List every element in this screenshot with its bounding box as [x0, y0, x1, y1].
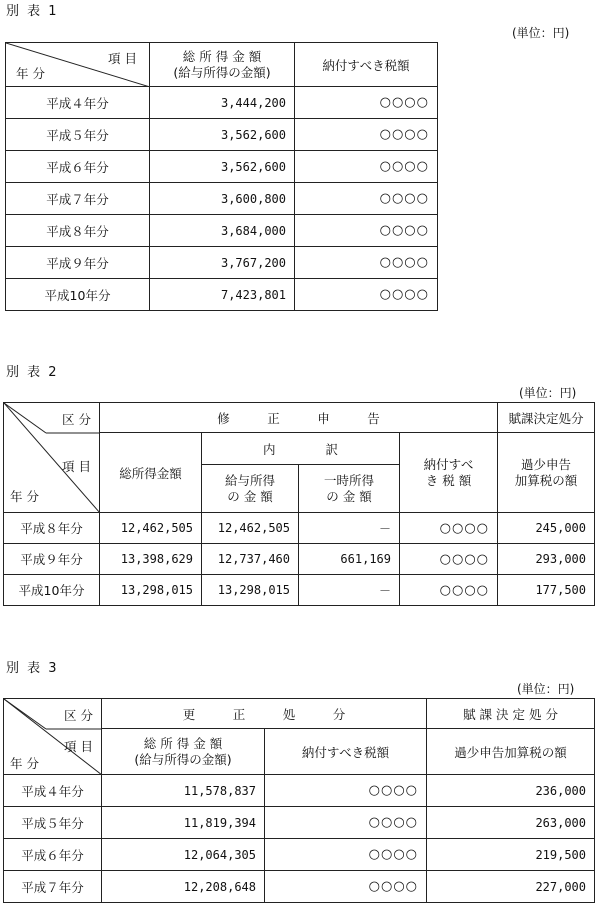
income-cell: 3,600,800: [150, 183, 295, 215]
penalty-cell: 293,000: [498, 544, 595, 575]
year-cell: 平成10年分: [4, 575, 100, 606]
salary-cell: 13,298,015: [202, 575, 299, 606]
table1-tax-header: 納付すべき税額: [295, 43, 438, 87]
year-cell: 平成８年分: [6, 215, 150, 247]
salary-cell: 12,462,505: [202, 513, 299, 544]
income-cell: 12,208,648: [102, 871, 265, 903]
tax-cell: ○○○○: [295, 183, 438, 215]
income-cell: 11,578,837: [102, 775, 265, 807]
table1-item-label: 項 目: [108, 51, 137, 66]
year-cell: 平成４年分: [4, 775, 102, 807]
year-cell: 平成５年分: [6, 119, 150, 151]
temporary-income-cell: －: [299, 575, 400, 606]
tax-cell: ○○○○: [400, 544, 498, 575]
tax-cell: ○○○○: [295, 247, 438, 279]
table1-income-header: 総 所 得 金 額 (給与所得の金額): [150, 43, 295, 87]
income-cell: 12,064,305: [102, 839, 265, 871]
tax-cell: ○○○○: [400, 575, 498, 606]
year-cell: 平成８年分: [4, 513, 100, 544]
table2-category-label: 区 分: [62, 412, 91, 427]
total-income-cell: 12,462,505: [100, 513, 202, 544]
table-row: [6, 279, 438, 311]
income-cell: 3,767,200: [150, 247, 295, 279]
salary-cell: 12,737,460: [202, 544, 299, 575]
tax-cell: ○○○○: [295, 215, 438, 247]
table3-category-label: 区 分: [64, 708, 93, 723]
table1-title: 別 表 1: [6, 4, 59, 19]
table2-year-label: 年 分: [10, 489, 39, 504]
table1-unit: (単位：円): [512, 26, 570, 40]
table-row: [6, 119, 438, 151]
income-cell: 11,819,394: [102, 807, 265, 839]
penalty-cell: 177,500: [498, 575, 595, 606]
table3-tax-header: 納付すべき税額: [265, 729, 427, 775]
penalty-cell: 263,000: [427, 807, 595, 839]
table-row: [4, 871, 595, 903]
table3-title: 別 表 3: [6, 661, 59, 676]
table3-year-label: 年 分: [10, 756, 39, 771]
tax-cell: ○○○○: [265, 775, 427, 807]
temporary-income-cell: －: [299, 513, 400, 544]
tax-cell: ○○○○: [400, 513, 498, 544]
income-cell: 3,684,000: [150, 215, 295, 247]
tax-cell: ○○○○: [295, 87, 438, 119]
table2-title: 別 表 2: [6, 365, 59, 380]
table3: [3, 698, 595, 903]
table2-temporary-income-header: 一時所得 の 金 額: [299, 465, 400, 513]
penalty-cell: 236,000: [427, 775, 595, 807]
year-cell: 平成７年分: [6, 183, 150, 215]
tax-cell: ○○○○: [265, 807, 427, 839]
table-row: [4, 544, 595, 575]
year-cell: 平成10年分: [6, 279, 150, 311]
table3-item-label: 項 目: [64, 739, 93, 754]
tax-cell: ○○○○: [295, 151, 438, 183]
penalty-cell: 227,000: [427, 871, 595, 903]
table2: [3, 402, 595, 606]
table-row: [4, 807, 595, 839]
table2-breakdown-header: 内 訳: [202, 433, 400, 465]
table2-amended-group-header: 修 正 申 告: [100, 403, 498, 433]
income-cell: 3,562,600: [150, 151, 295, 183]
table2-salary-header: 給与所得 の 金 額: [202, 465, 299, 513]
penalty-cell: 219,500: [427, 839, 595, 871]
year-cell: 平成９年分: [6, 247, 150, 279]
tax-cell: ○○○○: [295, 119, 438, 151]
tax-cell: ○○○○: [295, 279, 438, 311]
table1: [5, 42, 438, 311]
table3-diagonal-header: [4, 699, 102, 775]
total-income-cell: 13,398,629: [100, 544, 202, 575]
table2-diagonal-header: [4, 403, 100, 513]
year-cell: 平成７年分: [4, 871, 102, 903]
table-row: [6, 183, 438, 215]
table-row: [6, 151, 438, 183]
year-cell: 平成６年分: [4, 839, 102, 871]
table3-penalty-header: 過少申告加算税の額: [427, 729, 595, 775]
table2-assessment-group-header: 賦課決定処分: [498, 403, 595, 433]
table2-tax-header: 納付すべ き 税 額: [400, 433, 498, 513]
income-cell: 7,423,801: [150, 279, 295, 311]
tax-cell: ○○○○: [265, 839, 427, 871]
table3-correction-group-header: 更 正 処 分: [102, 699, 427, 729]
income-cell: 3,444,200: [150, 87, 295, 119]
table3-assessment-group-header: 賦 課 決 定 処 分: [427, 699, 595, 729]
table-row: [6, 215, 438, 247]
temporary-income-cell: 661,169: [299, 544, 400, 575]
table-row: [4, 839, 595, 871]
table-row: [4, 575, 595, 606]
table-row: [4, 513, 595, 544]
table3-income-header: 総 所 得 金 額 (給与所得の金額): [102, 729, 265, 775]
income-cell: 3,562,600: [150, 119, 295, 151]
penalty-cell: 245,000: [498, 513, 595, 544]
year-cell: 平成４年分: [6, 87, 150, 119]
year-cell: 平成６年分: [6, 151, 150, 183]
table-row: [4, 775, 595, 807]
table1-diagonal-header: [6, 43, 150, 87]
year-cell: 平成５年分: [4, 807, 102, 839]
total-income-cell: 13,298,015: [100, 575, 202, 606]
table-row: [6, 247, 438, 279]
table2-item-label: 項 目: [62, 459, 91, 474]
table2-total-income-header: 総所得金額: [100, 433, 202, 513]
table1-year-label: 年 分: [16, 66, 45, 81]
table2-penalty-header: 過少申告 加算税の額: [498, 433, 595, 513]
table3-unit: (単位：円): [517, 682, 575, 696]
tax-cell: ○○○○: [265, 871, 427, 903]
year-cell: 平成９年分: [4, 544, 100, 575]
table-row: [6, 87, 438, 119]
table2-unit: (単位：円): [519, 386, 577, 400]
